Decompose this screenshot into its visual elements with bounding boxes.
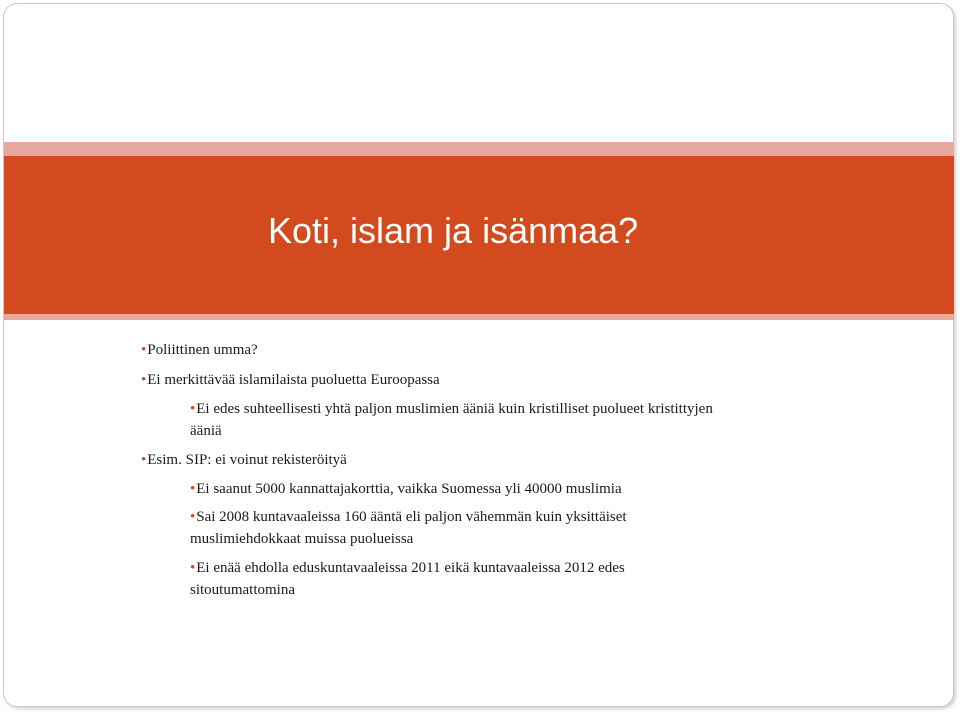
bullet-text: Ei merkittävää islamilaista puoluetta Euroopassa — [147, 372, 440, 388]
bullet-icon: • — [190, 401, 196, 417]
sub-bullet-continuation — [190, 421, 222, 441]
sub-bullet-item — [190, 558, 625, 578]
bullet-icon: • — [141, 372, 147, 388]
bullet-text: ääniä — [190, 423, 222, 439]
bullet-item — [141, 370, 440, 390]
bullet-text: Poliittinen umma? — [147, 342, 258, 358]
bullet-text: Esim. SIP: ei voinut rekisteröityä — [147, 452, 347, 468]
title-bottom-stripe — [4, 314, 954, 320]
bullet-item — [141, 340, 258, 360]
sub-bullet-continuation — [190, 580, 295, 600]
bullet-icon: • — [190, 481, 196, 497]
title-top-stripe — [4, 142, 954, 156]
bullet-icon: • — [141, 342, 147, 358]
bullet-item — [141, 450, 347, 470]
bullet-text: muslimiehdokkaat muissa puolueissa — [190, 531, 414, 547]
sub-bullet-item — [190, 399, 713, 419]
slide-title: Koti, islam ja isänmaa? — [268, 210, 639, 251]
bullet-text: sitoutumattomina — [190, 582, 295, 598]
sub-bullet-item — [190, 507, 627, 527]
bullet-text: Sai 2008 kuntavaaleissa 160 ääntä eli paljon vähemmän kuin yksittäiset — [196, 509, 627, 525]
bullet-icon: • — [190, 509, 196, 525]
bullet-text: Ei edes suhteellisesti yhtä paljon muslimien ääniä kuin kristilliset puolueet kristittyjen — [196, 401, 713, 417]
bullet-text: Ei saanut 5000 kannattajakorttia, vaikka Suomessa yli 40000 muslimia — [196, 481, 622, 497]
sub-bullet-continuation — [190, 529, 413, 549]
bullet-icon: • — [141, 452, 147, 468]
bullet-icon: • — [190, 560, 196, 576]
bullet-text: Ei enää ehdolla eduskuntavaaleissa 2011 eikä kuntavaaleissa 2012 edes — [196, 560, 625, 576]
sub-bullet-item — [190, 479, 622, 499]
